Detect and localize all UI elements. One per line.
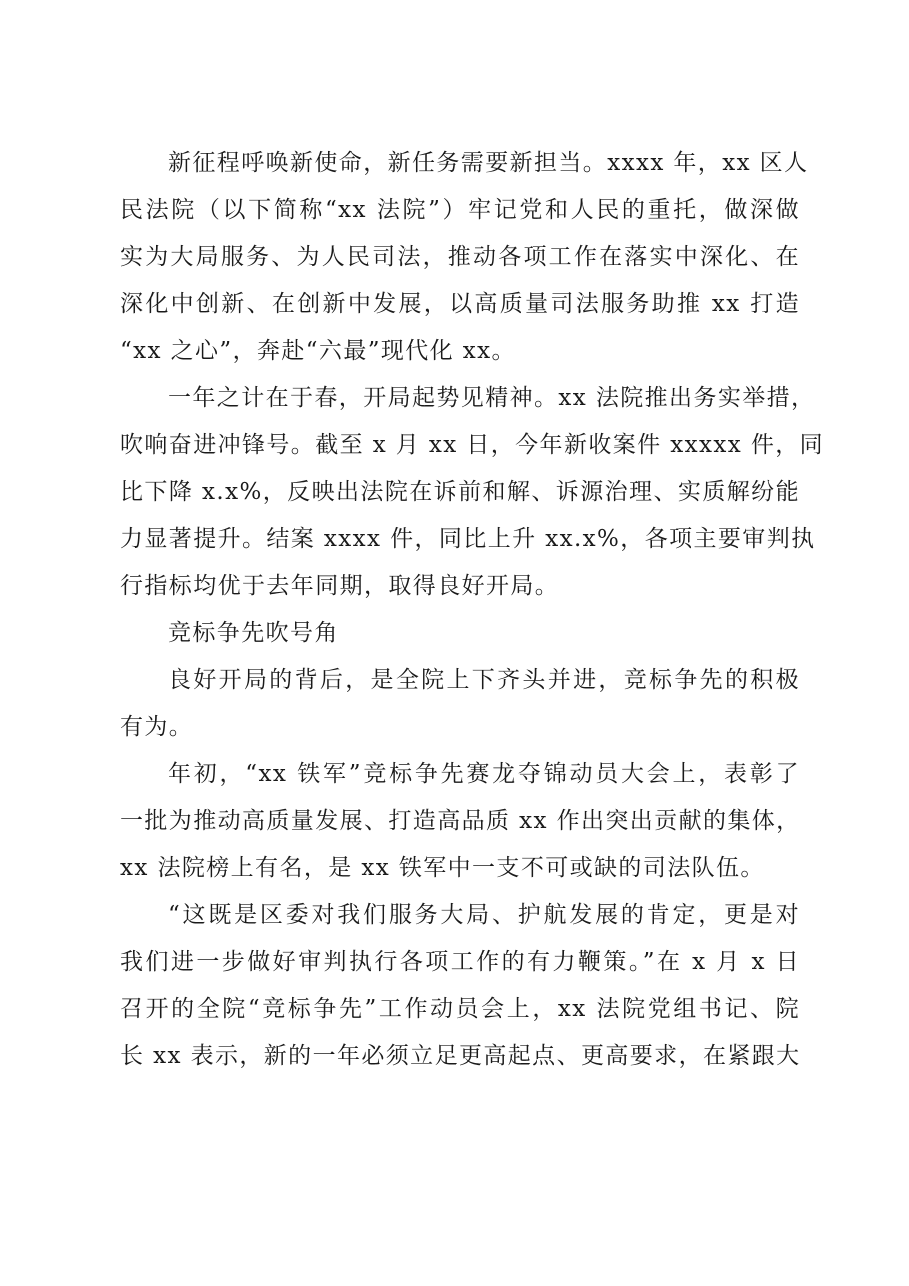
document-body [120,140,825,1080]
paragraph-4-line-2: 一批为推动高质量发展、打造高品质 xx 作出突出贡献的集体， [120,808,801,834]
paragraph-4-line-3: xx 法院榜上有名，是 xx 铁军中一支不可或缺的司法队伍。 [120,855,765,881]
paragraph-2-line-5: 行指标均优于去年同期，取得良好开局。 [120,573,560,599]
paragraph-5-line-2: 我们进一步做好审判执行各项工作的有力鞭策。”在 x 月 x 日 [120,949,800,975]
paragraph-1-line-3: 实为大局服务、为人民司法，推动各项工作在落实中深化、在 [120,244,800,270]
section-heading: 竞标争先吹号角 [168,620,339,646]
paragraph-1-line-4: 深化中创新、在创新中发展，以高质量司法服务助推 xx 打造 [120,291,800,317]
paragraph-2-line-1: 一年之计在于春，开局起势见精神。xx 法院推出务实举措， [168,385,816,411]
paragraph-5-line-3: 召开的全院“竞标争先”工作动员会上，xx 法院党组书记、院 [120,996,800,1022]
paragraph-1-line-1: 新征程呼唤新使命，新任务需要新担当。xxxx 年，xx 区人 [168,150,809,176]
paragraph-3-line-2: 有为。 [120,714,194,740]
paragraph-5-line-1: “这既是区委对我们服务大局、护航发展的肯定，更是对 [168,902,800,928]
paragraph-4-line-1: 年初，“xx 铁军”竞标争先赛龙夺锦动员大会上，表彰了 [168,761,800,787]
paragraph-1-line-2: 民法院（以下简称“xx 法院”）牢记党和人民的重托，做深做 [120,197,800,223]
paragraph-2-line-3: 比下降 x.x%，反映出法院在诉前和解、诉源治理、实质解纷能 [120,479,800,505]
paragraph-2-line-2: 吹响奋进冲锋号。截至 x 月 xx 日，今年新收案件 xxxxx 件，同 [120,432,825,458]
paragraph-2-line-4: 力显著提升。结案 xxxx 件，同比上升 xx.x%，各项主要审判执 [120,526,816,552]
paragraph-1-line-5: “xx 之心”，奔赴“六最”现代化 xx。 [120,338,516,364]
paragraph-5-line-4: 长 xx 表示，新的一年必须立足更高起点、更高要求，在紧跟大 [120,1043,801,1069]
paragraph-3-line-1: 良好开局的背后，是全院上下齐头并进，竞标争先的积极 [168,667,800,693]
